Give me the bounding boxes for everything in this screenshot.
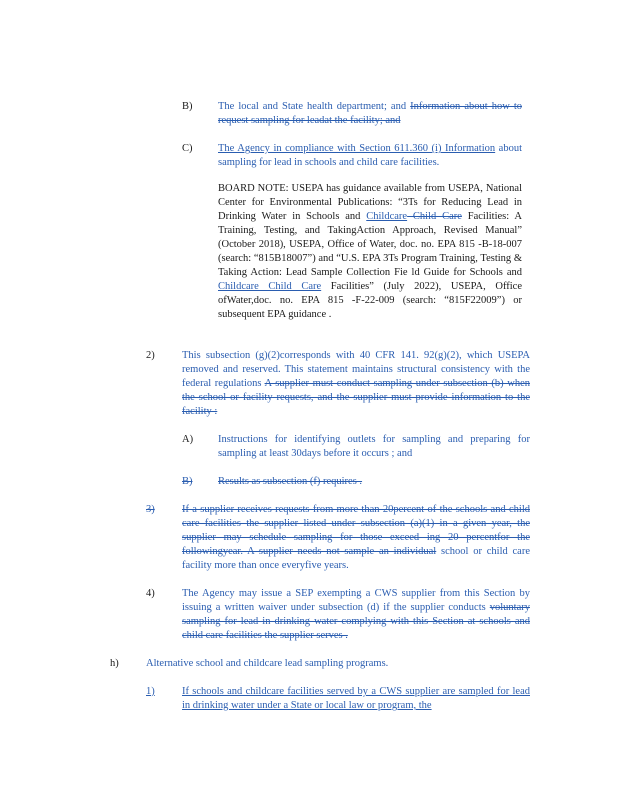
board-note <box>218 182 522 322</box>
item-3-text <box>182 503 530 573</box>
deleted-text: Results as subsection (f) requires . <box>218 476 363 487</box>
note-text: BOARD NOTE: USEPA has guidance available from USEPA, National Center for Environmental Publications: “3Ts for Reducing Lead in Drinking Water in Schools and <box>218 183 522 222</box>
note-text: Facilities: A Training, Testing, and TakingAction Approach, Revised Manual” (October 2018), USEPA, Office of Water, doc. no. EPA 815 -B-18-007 (search: “815B18007”) and “U.S. EPA 3Ts Program Training, Testing & Taking Action: Lead Sample Collection Fie ld Guide for Schools and <box>218 211 522 278</box>
inserted-text: Childcare Child Care <box>218 281 322 292</box>
inserted-text: The Agency in compliance with Section 611.360 (i) Information <box>218 143 496 154</box>
item-label: 2) <box>146 350 155 361</box>
item-label: 3) <box>146 504 155 515</box>
deleted-text: voluntary sampling for lead in drinking water complying with this Section at schools and child care facilities the supplier serves . <box>182 602 530 641</box>
deleted-text: Child Care <box>407 211 462 222</box>
item-text: This subsection (g)(2)corresponds with 40 CFR 141. 92(g)(2), which USEPA removed and reserved. This statement maintains structural consistency with the federal regulations <box>182 350 530 389</box>
section-label: h) <box>110 658 119 669</box>
item-label: 1) <box>146 686 155 697</box>
item-c-text <box>218 142 522 170</box>
deleted-text: A supplier must conduct sampling under subsection (b) when the school or facility requests, and the supplier must provide information to the facility : <box>182 378 530 417</box>
deleted-text: Information about how to request sampling for leadat the facility; and <box>218 101 522 126</box>
inserted-text: Childcare <box>366 211 408 222</box>
item-b-text <box>218 100 522 128</box>
item-label: B) <box>182 101 193 112</box>
item-text: The local and State health department; and <box>218 101 411 112</box>
item-text: school or child care facility more than once everyfive years. <box>182 546 530 571</box>
deleted-text: If a supplier receives requests from more than 20percent of the schools and child care facilities the supplier listed under subsection (a)(1) in a given year, the supplier may schedule sampling for those exceed ing 20 percentfor the followingyear. A supplier needs not sample an individual <box>182 504 530 557</box>
item-2-text <box>182 349 530 419</box>
note-text: Facilities” (July 2022), USEPA, Office ofWater,doc. no. EPA 815 -F-22-009 (search: “815F22009”) or subsequent EPA guidance . <box>218 281 522 320</box>
item-text: The Agency may issue a SEP exempting a CWS supplier from this Section by issuing a written waiver under subsection (d) if the supplier conducts <box>182 588 530 613</box>
item-label: B) <box>182 476 193 487</box>
item-a-text: Instructions for identifying outlets for sampling and preparing for sampling at least 30days before it occurs ; and <box>218 434 530 459</box>
item-label: A) <box>182 434 194 445</box>
inserted-text: If schools and childcare facilities served by a CWS supplier are sampled for lead in drinking water under a State or local law or program, the <box>182 686 530 711</box>
item-text: about sampling for lead in schools and child care facilities. <box>218 143 523 168</box>
item-label: 4) <box>146 588 155 599</box>
item-4-text <box>182 587 530 643</box>
item-label: C) <box>182 143 193 154</box>
section-heading: Alternative school and childcare lead sampling programs. <box>146 658 389 669</box>
